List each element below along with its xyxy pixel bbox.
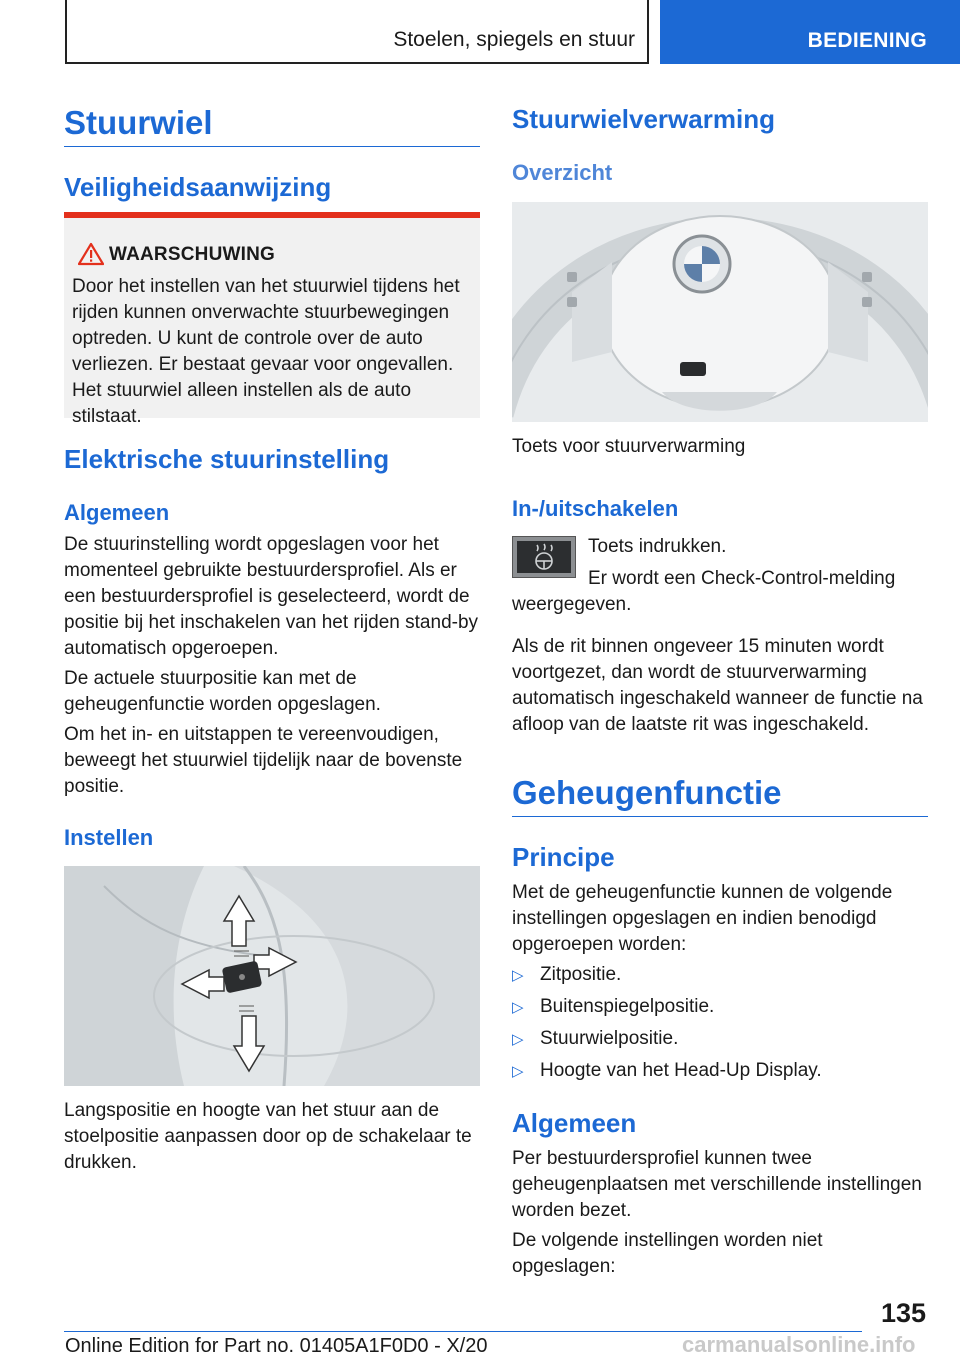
onoff-paragraph-2: Als de rit binnen ongeveer 15 minuten wordt voortgezet, dan wordt de stuurverwarming automatisch ingeschakeld wanneer de functie na afloop van de laatste rit was ingeschakeld. xyxy=(512,636,923,735)
general-paragraph-1: De stuurinstelling wordt opgeslagen voor het momenteel gebruikte bestuurdersprofiel. Als er een bestuurdersprofiel is geselecteerd, wordt de positie bij het inschakelen van het rijden stand-by automatisch opgeroepen. xyxy=(64,534,479,659)
image-caption-heating: Toets voor stuurverwarming xyxy=(512,436,746,457)
header-chapter-label: BEDIENING xyxy=(807,29,927,52)
onoff-line-1: Toets indrukken. xyxy=(588,536,727,557)
watermark: carmanualsonline.info xyxy=(682,1332,916,1357)
heading-electric-adjust: Elektrische stuurinstelling xyxy=(64,444,390,474)
header-section-title: Stoelen, spiegels en stuur xyxy=(393,28,635,51)
steering-wheel-image xyxy=(512,202,928,422)
footer-edition: Online Edition for Part no. 01405A1F0D0 - X/20 xyxy=(65,1335,488,1357)
warning-triangle-icon xyxy=(78,242,104,266)
bullet-triangle-icon: ▷ xyxy=(512,1063,524,1080)
general-paragraph-3: Om het in- en uitstappen te vereenvoudigen, beweegt het stuurwiel tijdelijk naar de bovenste positie. xyxy=(64,724,463,797)
title-rule xyxy=(64,146,480,147)
steering-column-switch-image xyxy=(64,866,480,1086)
heading-overview: Overzicht xyxy=(512,160,613,185)
steering-heating-button-icon xyxy=(512,536,576,578)
memory-title-rule xyxy=(512,816,928,817)
warning-title: WAARSCHUWING xyxy=(109,244,275,265)
bullet-triangle-icon: ▷ xyxy=(512,999,524,1016)
onoff-line-3: weergegeven. xyxy=(512,594,632,615)
adjust-caption: Langspositie en hoogte van het stuur aan de stoelpositie aanpassen door op de schakelaar te drukken. xyxy=(64,1100,472,1173)
section-title-stuurwiel: Stuurwiel xyxy=(64,104,213,141)
heading-safety: Veiligheidsaanwijzing xyxy=(64,172,332,202)
general-paragraph-2: De actuele stuurpositie kan met de geheugenfunctie worden opgeslagen. xyxy=(64,668,381,715)
heading-general-left: Algemeen xyxy=(64,500,170,525)
page-number: 135 xyxy=(880,1298,926,1328)
general-right-paragraph-2: De volgende instellingen worden niet opgeslagen: xyxy=(512,1230,823,1277)
heading-adjust: Instellen xyxy=(64,825,154,850)
principle-text: Met de geheugenfunctie kunnen de volgende instellingen opgeslagen en indien benodigd opgeroepen worden: xyxy=(512,882,893,955)
section-title-memory: Geheugenfunctie xyxy=(512,774,782,811)
header-chapter-tab xyxy=(660,0,960,64)
heading-principle: Principe xyxy=(512,842,615,872)
general-right-paragraph-1: Per bestuurdersprofiel kunnen twee geheugenplaatsen met verschillende instellingen worden bezet. xyxy=(512,1148,922,1221)
header-section-box xyxy=(65,0,649,64)
warning-text: Door het instellen van het stuurwiel tijdens het rijden kunnen onverwachte stuurbewegingen optreden. U kunt de controle over de auto verliezen. Er bestaat gevaar voor ongevallen. Het stuurwiel alleen instellen als de auto stilstaat. xyxy=(72,276,460,427)
bullet-triangle-icon: ▷ xyxy=(512,967,524,984)
warning-box xyxy=(64,212,480,427)
heading-on-off: In-/uitschakelen xyxy=(512,496,679,521)
bullet-triangle-icon: ▷ xyxy=(512,1031,524,1048)
heading-general-right: Algemeen xyxy=(512,1108,637,1138)
heated-steering-wheel-icon xyxy=(517,541,571,573)
onoff-line-2: Er wordt een Check-Control-melding xyxy=(588,568,896,589)
heading-steering-heating: Stuurwielverwarming xyxy=(512,104,775,134)
